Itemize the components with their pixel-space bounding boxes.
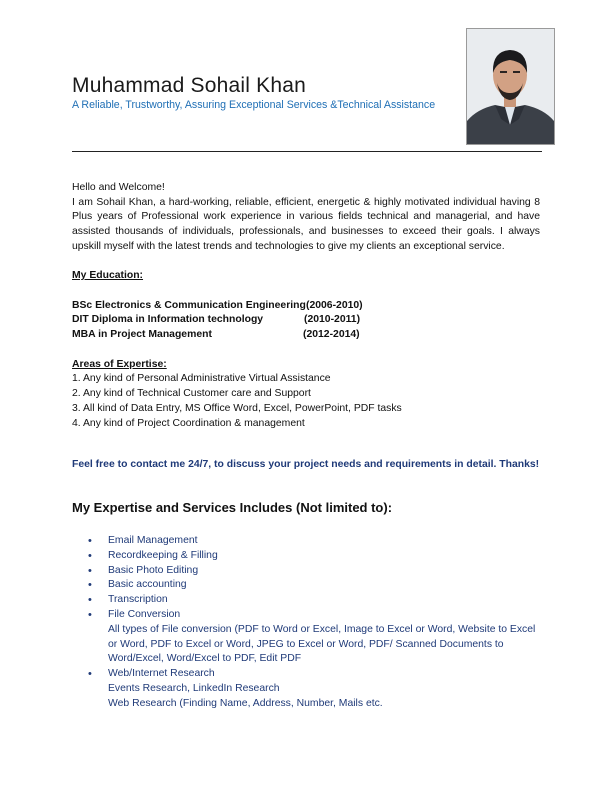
service-label: File Conversion bbox=[108, 608, 181, 620]
header-divider bbox=[72, 151, 542, 152]
education-item bbox=[72, 328, 540, 343]
profile-photo bbox=[466, 28, 555, 145]
expertise-list bbox=[72, 372, 540, 431]
contact-note bbox=[72, 457, 540, 472]
education-heading: My Education: bbox=[72, 270, 144, 282]
resume-tagline: A Reliable, Trustworthy, Assuring Exceptional Services &Technical Assistance bbox=[72, 99, 436, 111]
service-label: Basic accounting bbox=[108, 579, 187, 591]
service-label: Email Management bbox=[108, 535, 198, 546]
service-detail: All types of File conversion (PDF to Word or Excel, Image to Excel or Word, Website to Excel or Word, PDF to Excel or Word, JPEG to Excel or Word, PDF/ Scanned Documents to Word/Excel, Word/Excel to PDF, Edit PDF bbox=[108, 623, 536, 665]
service-detail: Events Research, LinkedIn Research bbox=[108, 682, 280, 694]
education-item bbox=[72, 313, 540, 328]
service-item bbox=[88, 549, 548, 564]
education-years: (2006-2010) bbox=[306, 299, 363, 311]
service-item bbox=[88, 593, 548, 608]
expertise-item: 4. Any kind of Project Coordination & management bbox=[72, 417, 305, 429]
bullet-icon: • bbox=[88, 608, 92, 621]
portrait-image bbox=[467, 29, 554, 144]
intro-text: I am Sohail Khan, a hard-working, reliable, efficient, energetic & highly motivated individual having 8 Plus years of Professional work experience in various fields technical and managerial, and have assisted thousands of individuals, professionals, and businesses to exceed their goals. I always upskill myself with the latest trends and technologies to give my clients an exceptional service. bbox=[72, 196, 540, 252]
services-list bbox=[88, 534, 548, 712]
service-detail: Web Research (Finding Name, Address, Number, Mails etc. bbox=[108, 697, 383, 709]
education-years: (2012-2014) bbox=[303, 329, 360, 341]
education-years: (2010-2011) bbox=[304, 314, 361, 326]
service-item bbox=[88, 667, 548, 711]
bullet-icon: • bbox=[88, 579, 92, 592]
education-degree: BSc Electronics & Communication Engineering bbox=[72, 299, 306, 311]
services-title: My Expertise and Services Includes (Not limited to): bbox=[72, 500, 393, 515]
bullet-icon: • bbox=[88, 594, 92, 607]
service-label: Basic Photo Editing bbox=[108, 564, 199, 576]
expertise-item: 2. Any kind of Technical Customer care and Support bbox=[72, 388, 311, 400]
bullet-icon: • bbox=[88, 564, 92, 577]
resume-name: Muhammad Sohail Khan bbox=[72, 74, 306, 97]
service-item bbox=[88, 608, 548, 667]
education-degree: DIT Diploma in Information technology bbox=[72, 314, 264, 326]
expertise-item: 1. Any kind of Personal Administrative Virtual Assistance bbox=[72, 373, 331, 385]
intro-section bbox=[72, 181, 540, 432]
service-item bbox=[88, 534, 548, 549]
service-label: Recordkeeping & Filling bbox=[108, 549, 218, 561]
bullet-icon: • bbox=[88, 535, 92, 547]
bullet-icon: • bbox=[88, 668, 92, 681]
education-item bbox=[72, 299, 540, 314]
service-label: Transcription bbox=[108, 594, 168, 606]
expertise-heading: Areas of Expertise: bbox=[72, 358, 167, 370]
contact-text: Feel free to contact me 24/7, to discuss your project needs and requirements in detail. Thanks! bbox=[72, 459, 540, 470]
education-list bbox=[72, 299, 540, 343]
greeting: Hello and Welcome! bbox=[72, 182, 165, 193]
expertise-item: 3. All kind of Data Entry, MS Office Word, Excel, PowerPoint, PDF tasks bbox=[72, 402, 402, 414]
service-item bbox=[88, 578, 548, 593]
service-item bbox=[88, 564, 548, 579]
service-label: Web/Internet Research bbox=[108, 668, 215, 680]
education-degree: MBA in Project Management bbox=[72, 329, 212, 341]
bullet-icon: • bbox=[88, 549, 92, 562]
